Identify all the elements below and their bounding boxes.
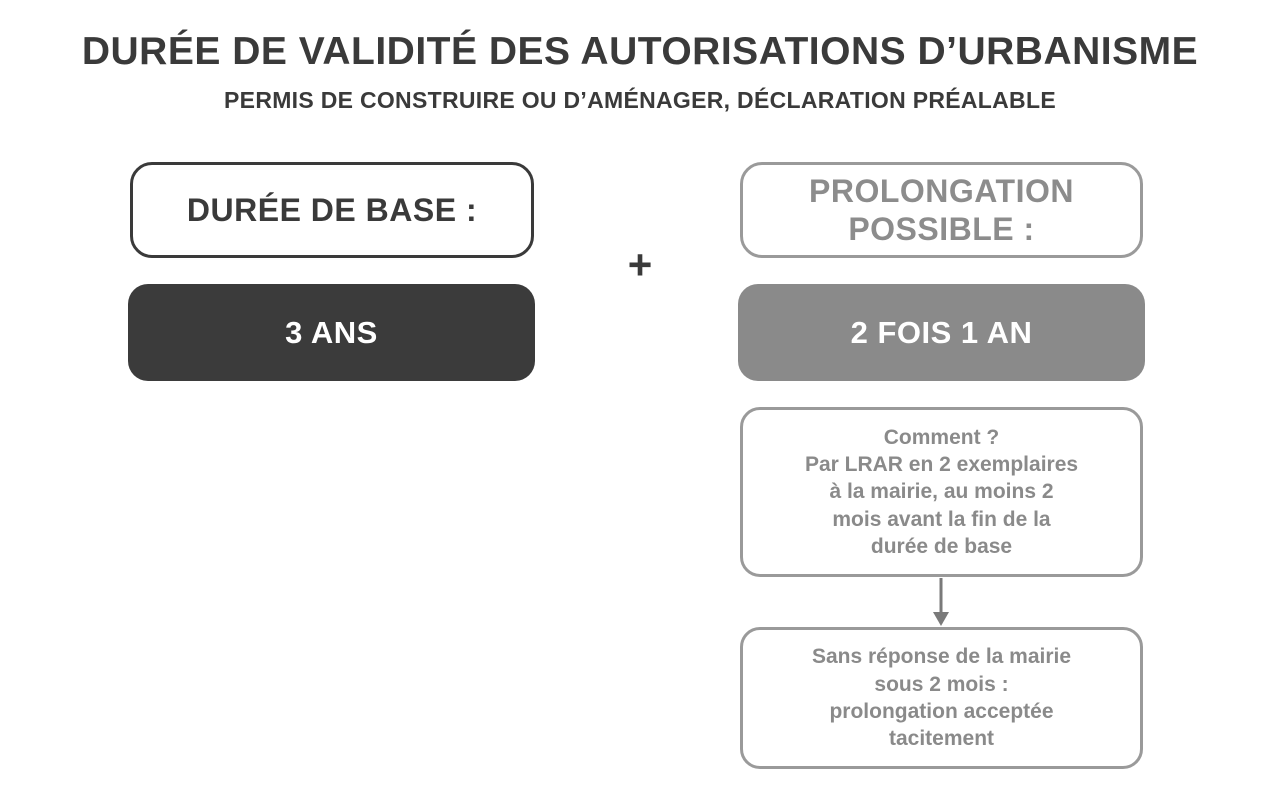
page-title: DURÉE DE VALIDITÉ DES AUTORISATIONS D’URBANISME <box>81 30 1199 73</box>
tacit-acceptance-box <box>740 627 1143 769</box>
base-duration-value: 3 ANS <box>285 314 378 350</box>
down-arrow-icon <box>931 578 951 627</box>
result-line: prolongation acceptée <box>829 700 1054 723</box>
how-to-line: Comment ? <box>883 425 1000 449</box>
how-to-line: mois avant la fin de la <box>832 507 1051 531</box>
base-duration-value-box <box>128 284 535 381</box>
how-to-box <box>740 407 1143 577</box>
result-line: sous 2 mois : <box>874 672 1009 696</box>
base-duration-label-box <box>130 162 534 258</box>
base-duration-label: DURÉE DE BASE : <box>186 191 478 228</box>
how-to-line: durée de base <box>870 534 1013 558</box>
page-subtitle: PERMIS DE CONSTRUIRE OU D’AMÉNAGER, DÉCLARATION PRÉALABLE <box>224 87 1056 113</box>
how-to-line: Par LRAR en 2 exemplaires <box>804 453 1079 477</box>
prolongation-label: PROLONGATION POSSIBLE : <box>809 172 1074 247</box>
prolongation-value-box <box>738 284 1145 381</box>
how-to-line: à la mairie, au moins 2 <box>829 480 1054 504</box>
result-line: Sans réponse de la mairie <box>811 645 1072 669</box>
prolongation-value: 2 FOIS 1 AN <box>850 314 1033 350</box>
result-line: tacitement <box>888 727 995 751</box>
prolongation-label-box <box>740 162 1143 258</box>
plus-sign: + <box>627 241 653 288</box>
